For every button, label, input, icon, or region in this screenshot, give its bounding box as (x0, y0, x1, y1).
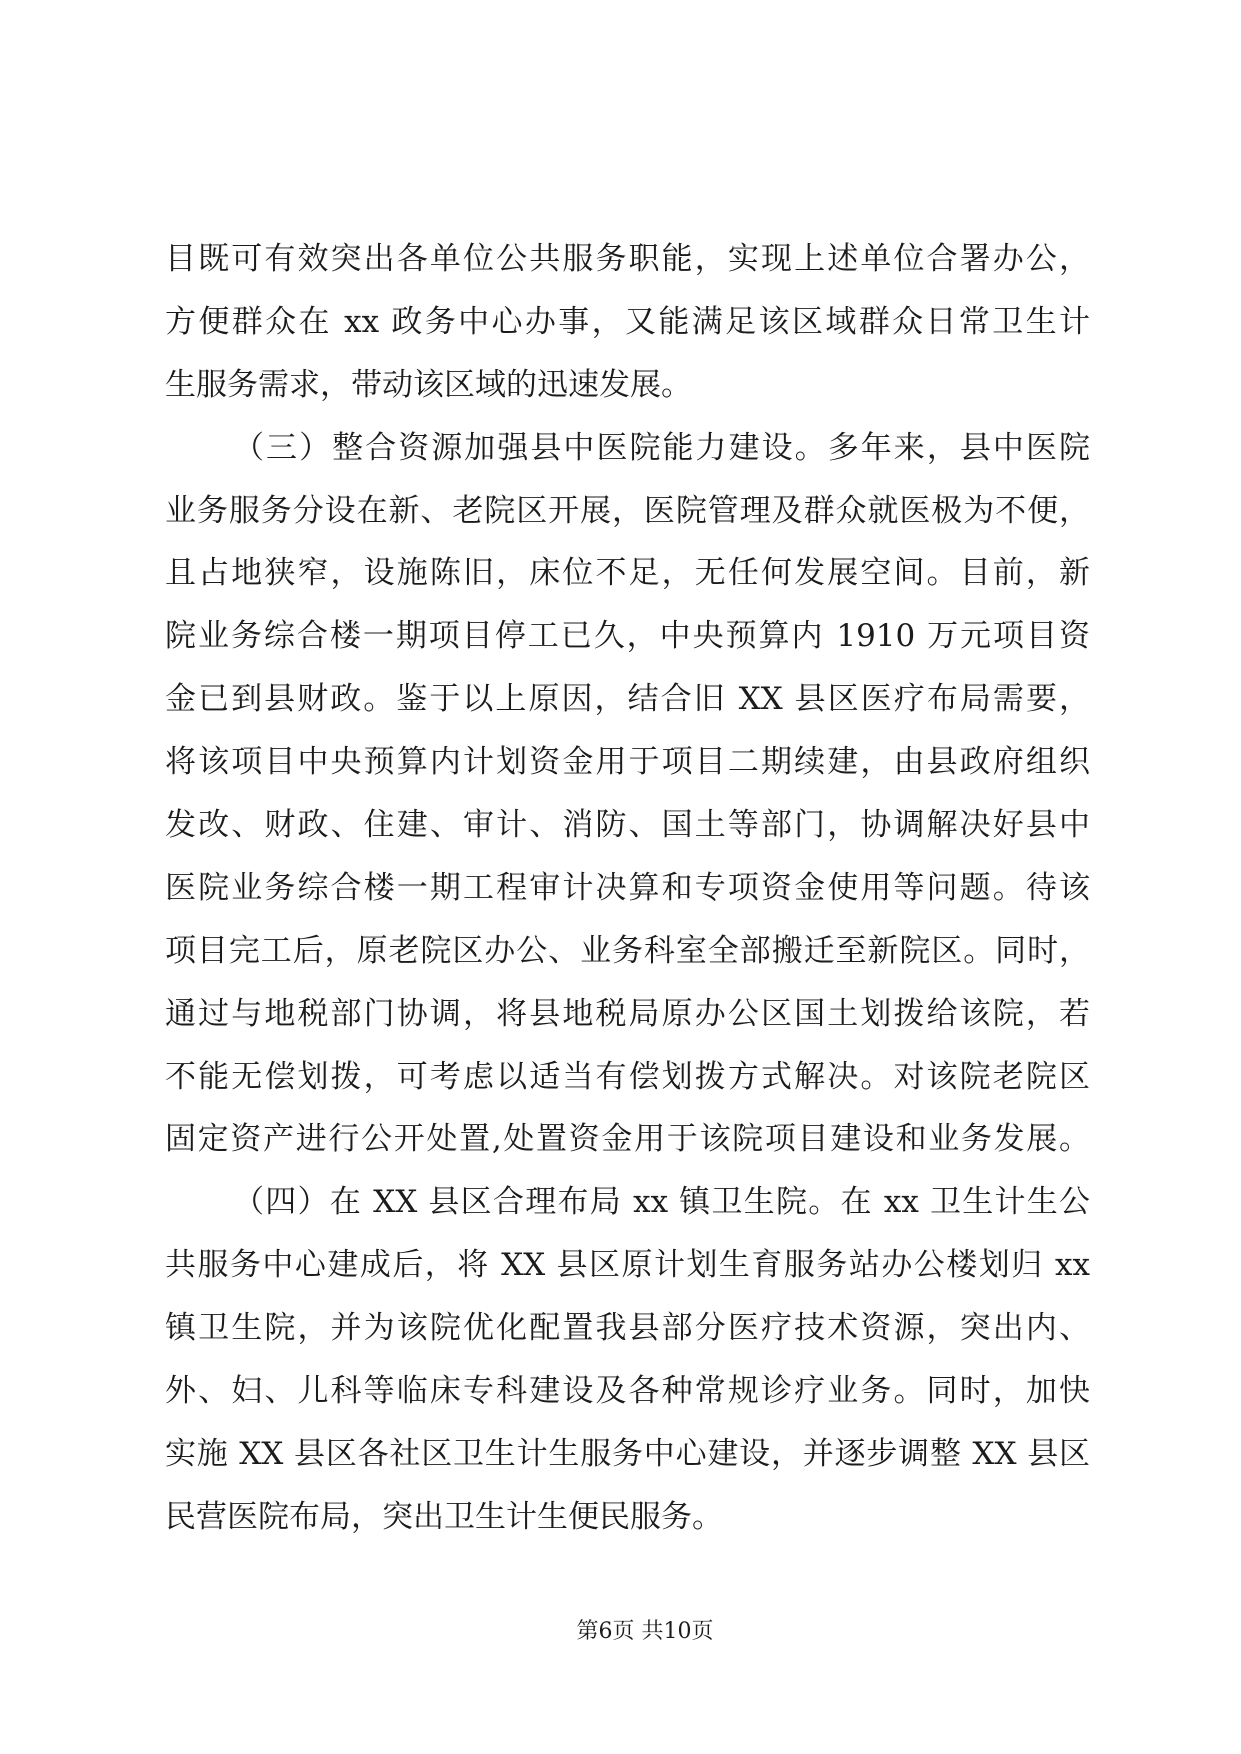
text-line: 实施 XX 县区各社区卫生计生服务中心建设，并逐步调整 XX 县区 (165, 1435, 1090, 1472)
text-line: 医院业务综合楼一期工程审计决算和专项资金使用等问题。待该 (165, 869, 1090, 906)
section-heading-line: （四）在 XX 县区合理布局 xx 镇卫生院。在 xx 卫生计生公 (233, 1184, 1090, 1221)
body-text (165, 228, 1090, 1549)
section-heading-line: （三）整合资源加强县中医院能力建设。多年来，县中医院 (233, 429, 1090, 466)
text-line: 外、妇、儿科等临床专科建设及各种常规诊疗业务。同时，加快 (165, 1373, 1090, 1410)
text-line: 不能无偿划拨，可考虑以适当有偿划拨方式解决。对该院老院区 (165, 1058, 1090, 1095)
paragraph-section-3 (165, 417, 1090, 1172)
text-line: 通过与地税部门协调，将县地税局原办公区国土划拨给该院，若 (165, 995, 1090, 1032)
text-line: 生服务需求，带动该区域的迅速发展。 (165, 366, 692, 403)
text-line: 共服务中心建成后，将 XX 县区原计划生育服务站办公楼划归 xx (165, 1247, 1090, 1284)
paragraph-section-4 (165, 1171, 1090, 1548)
text-line: 民营医院布局，突出卫生计生便民服务。 (165, 1498, 723, 1535)
text-line: 固定资产进行公开处置,处置资金用于该院项目建设和业务发展。 (165, 1121, 1090, 1158)
text-line: 业务服务分设在新、老院区开展，医院管理及群众就医极为不便， (165, 492, 1090, 529)
text-line: 金已到县财政。鉴于以上原因，结合旧 XX 县区医疗布局需要， (165, 681, 1090, 718)
text-line: 方便群众在 xx 政务中心办事，又能满足该区域群众日常卫生计 (165, 303, 1090, 340)
text-line: 且占地狭窄，设施陈旧，床位不足，无任何发展空间。目前，新 (165, 555, 1090, 592)
text-line: 目既可有效突出各单位公共服务职能，实现上述单位合署办公， (165, 241, 1090, 277)
text-line: 项目完工后，原老院区办公、业务科室全部搬迁至新院区。同时， (165, 932, 1090, 969)
paragraph-continued (165, 228, 1090, 417)
page-number-footer: 第6页 共10页 (576, 1619, 714, 1644)
text-line: 镇卫生院，并为该院优化配置我县部分医疗技术资源，突出内、 (165, 1310, 1090, 1347)
text-line: 院业务综合楼一期项目停工已久，中央预算内 1910 万元项目资 (165, 618, 1090, 655)
text-line: 发改、财政、住建、审计、消防、国土等部门，协调解决好县中 (165, 807, 1090, 844)
text-line: 将该项目中央预算内计划资金用于项目二期续建，由县政府组织 (165, 744, 1090, 781)
